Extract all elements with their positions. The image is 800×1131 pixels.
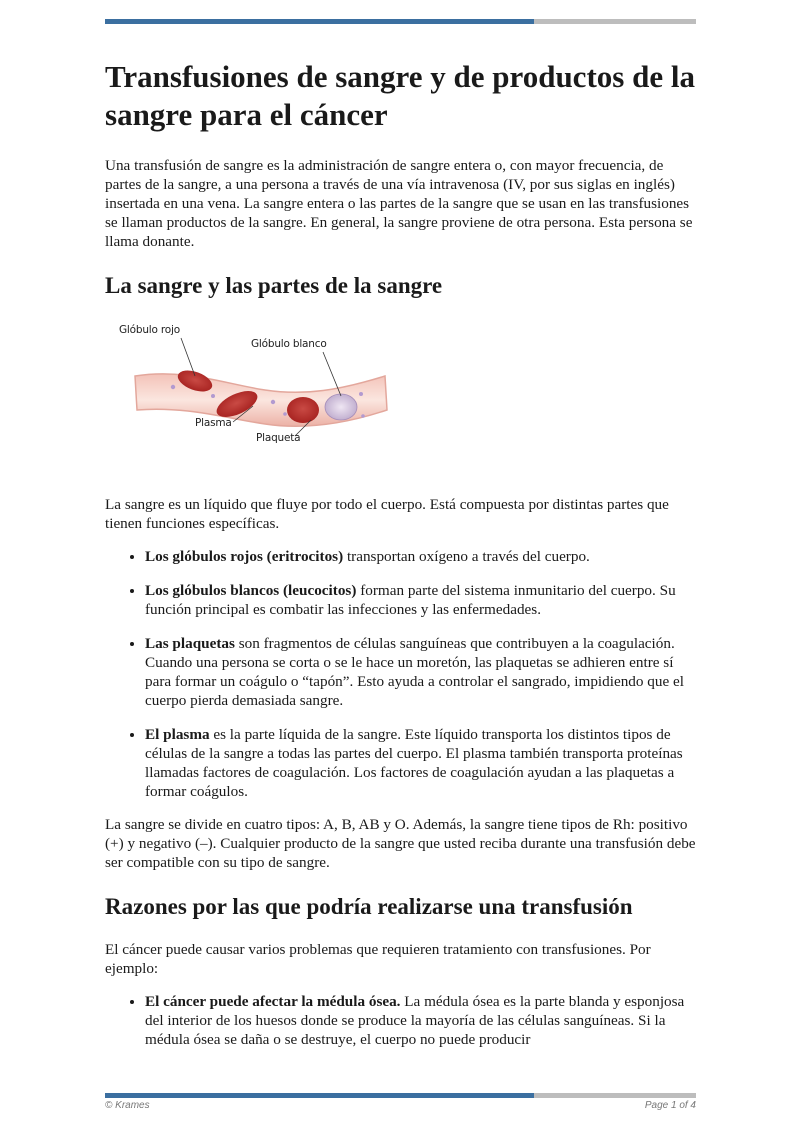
platelet	[283, 412, 287, 416]
list-item: • Las plaquetas son fragmentos de células sanguíneas que contribuyen a la coagulación. Cuando una persona se corta o se le hace un moretón, las plaquetas se adhieren entre sí para formar un coágulo o “tapón”. Esto ayuda a controlar el sangrado, impidiendo que el cuerpo pierda demasiada sangre.	[145, 634, 696, 710]
label-white-blood-cell: Glóbulo blanco	[251, 338, 327, 350]
blood-vessel-illustration	[115, 324, 395, 459]
footer-page-number: Page 1 of 4	[644, 1100, 696, 1111]
header-rule-accent	[105, 19, 534, 24]
transfusion-reasons-list	[105, 992, 696, 1049]
white-blood-cell	[325, 394, 357, 420]
red-blood-cell	[287, 397, 319, 423]
section-heading-transfusion-reasons: Razones por las que podría realizarse una transfusión	[105, 894, 633, 919]
blood-description-paragraph: La sangre es un líquido que fluye por todo el cuerpo. Está compuesta por distintas partes que tienen funciones específicas.	[105, 496, 669, 532]
label-platelet: Plaqueta	[256, 432, 301, 444]
platelet	[359, 392, 363, 396]
article	[105, 58, 696, 1049]
list-item: • El cáncer puede afectar la médula ósea. La médula ósea es la parte blanda y esponjosa del interior de los huesos donde se produce la mayoría de las células sanguíneas. Si la médula ósea se daña o se destruye, el cuerpo no puede producir	[145, 992, 696, 1049]
list-item: • Los glóbulos blancos (leucocitos) forman parte del sistema inmunitario del cuerpo. Su función principal es combatir las infecciones y las enfermedades.	[145, 581, 696, 619]
transfusion-reasons-intro: El cáncer puede causar varios problemas que requieren tratamiento con transfusiones. Por ejemplo:	[105, 941, 651, 977]
section-heading-blood-parts: La sangre y las partes de la sangre	[105, 273, 443, 298]
header-rule	[105, 19, 696, 24]
platelet	[171, 385, 175, 389]
platelet	[361, 414, 365, 418]
footer-copyright: © Krames	[105, 1100, 150, 1111]
page-title: Transfusiones de sangre y de productos de la sangre para el cáncer	[105, 59, 695, 132]
platelet	[211, 394, 215, 398]
platelet	[271, 400, 275, 404]
list-item: • Los glóbulos rojos (eritrocitos) transportan oxígeno a través del cuerpo.	[145, 547, 696, 566]
label-plasma: Plasma	[195, 417, 232, 429]
blood-parts-list	[105, 547, 696, 801]
footer-rule	[105, 1093, 696, 1098]
footer-rule-accent	[105, 1093, 534, 1098]
list-item: • El plasma es la parte líquida de la sangre. Este líquido transporta los distintos tipos de células de la sangre a todas las partes del cuerpo. El plasma también transporta proteínas llamadas factores de coagulación. Los factores de coagulación ayudan a las plaquetas a formar coágulos.	[145, 725, 696, 801]
intro-paragraph: Una transfusión de sangre es la administración de sangre entera o, con mayor frecuencia, de partes de la sangre, a una persona a través de una vía intravenosa (IV, por sus siglas en inglés) insertada en una vena. La sangre entera o las partes de la sangre que se usan en las transfusiones se llaman productos de la sangre. En general, la sangre proviene de otra persona. Esta persona se llama donante.	[105, 157, 693, 250]
label-red-blood-cell: Glóbulo rojo	[119, 324, 180, 336]
blood-types-paragraph: La sangre se divide en cuatro tipos: A, B, AB y O. Además, la sangre tiene tipos de Rh: positivo (+) y negativo (–). Cualquier producto de la sangre que usted reciba durante una transfusión debe ser compatible con su tipo de sangre.	[105, 816, 696, 871]
